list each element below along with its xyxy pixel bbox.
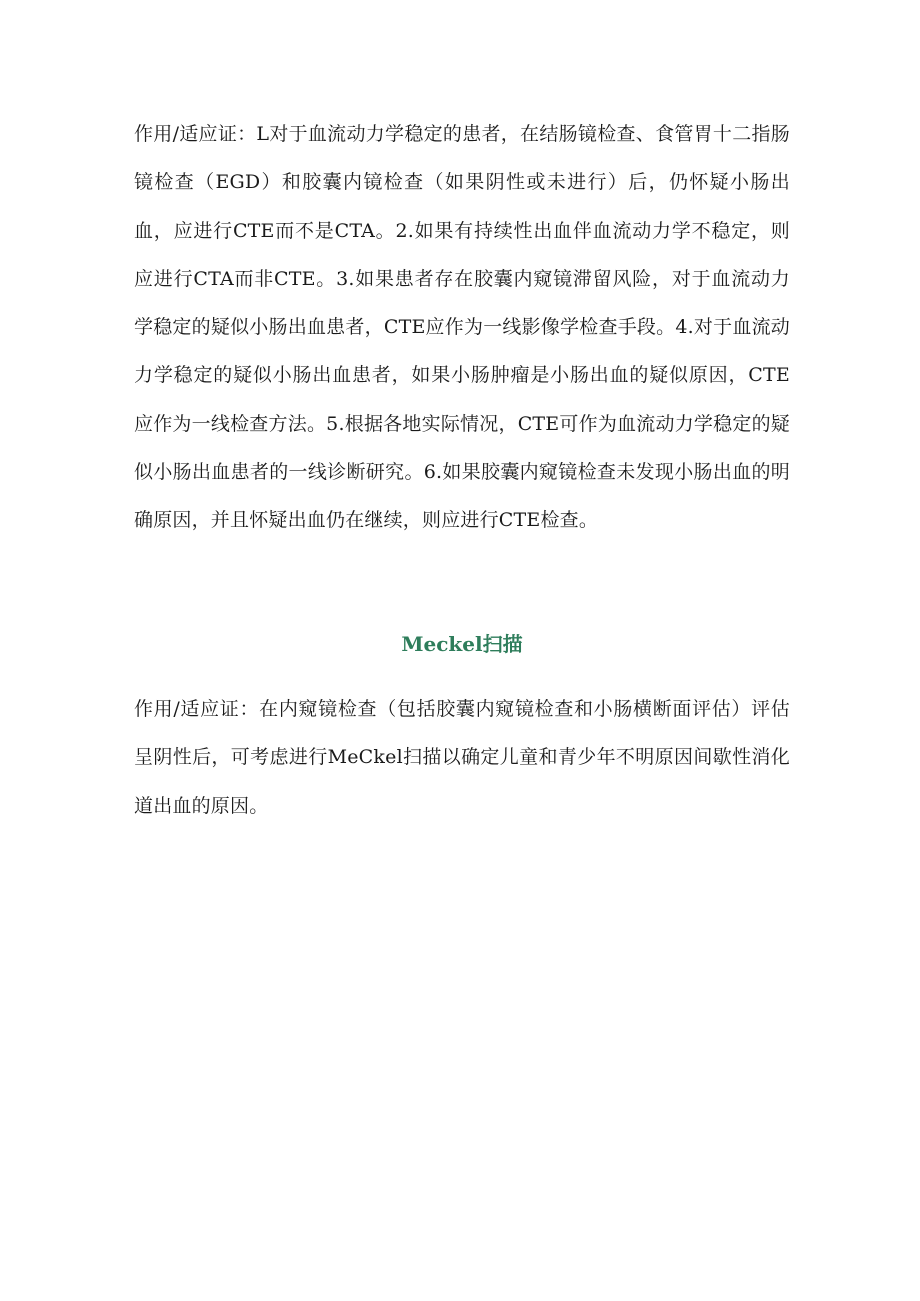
ct-enterography-indications-paragraph: 作用/适应证：L对于血流动力学稳定的患者，在结肠镜检查、食管胃十二指肠镜检查（EGD）和胶囊内镜检查（如果阴性或未进行）后，仍怀疑小肠出血，应进行CTE而不是CTA。2.如果有持续性出血伴血流动力学不稳定，则应进行CTA而非CTE。3.如果患者存在胶囊内窥镜滞留风险，对于血流动力学稳定的疑似小肠出血患者，CTE应作为一线影像学检查手段。4.对于血流动力学稳定的疑似小肠出血患者，如果小肠肿瘤是小肠出血的疑似原因，CTE应作为一线检查方法。5.根据各地实际情况，CTE可作为血流动力学稳定的疑似小肠出血患者的一线诊断研究。6.如果胶囊内窥镜检查未发现小肠出血的明确原因，并且怀疑出血仍在继续，则应进行CTE检查。 xyxy=(134,123,790,532)
meckel-scan-heading: Meckel扫描 xyxy=(401,632,523,656)
meckel-scan-indications-paragraph: 作用/适应证：在内窥镜检查（包括胶囊内窥镜检查和小肠横断面评估）评估呈阴性后，可考虑进行MeCkel扫描以确定儿童和青少年不明原因间歇性消化道出血的原因。 xyxy=(134,698,790,817)
